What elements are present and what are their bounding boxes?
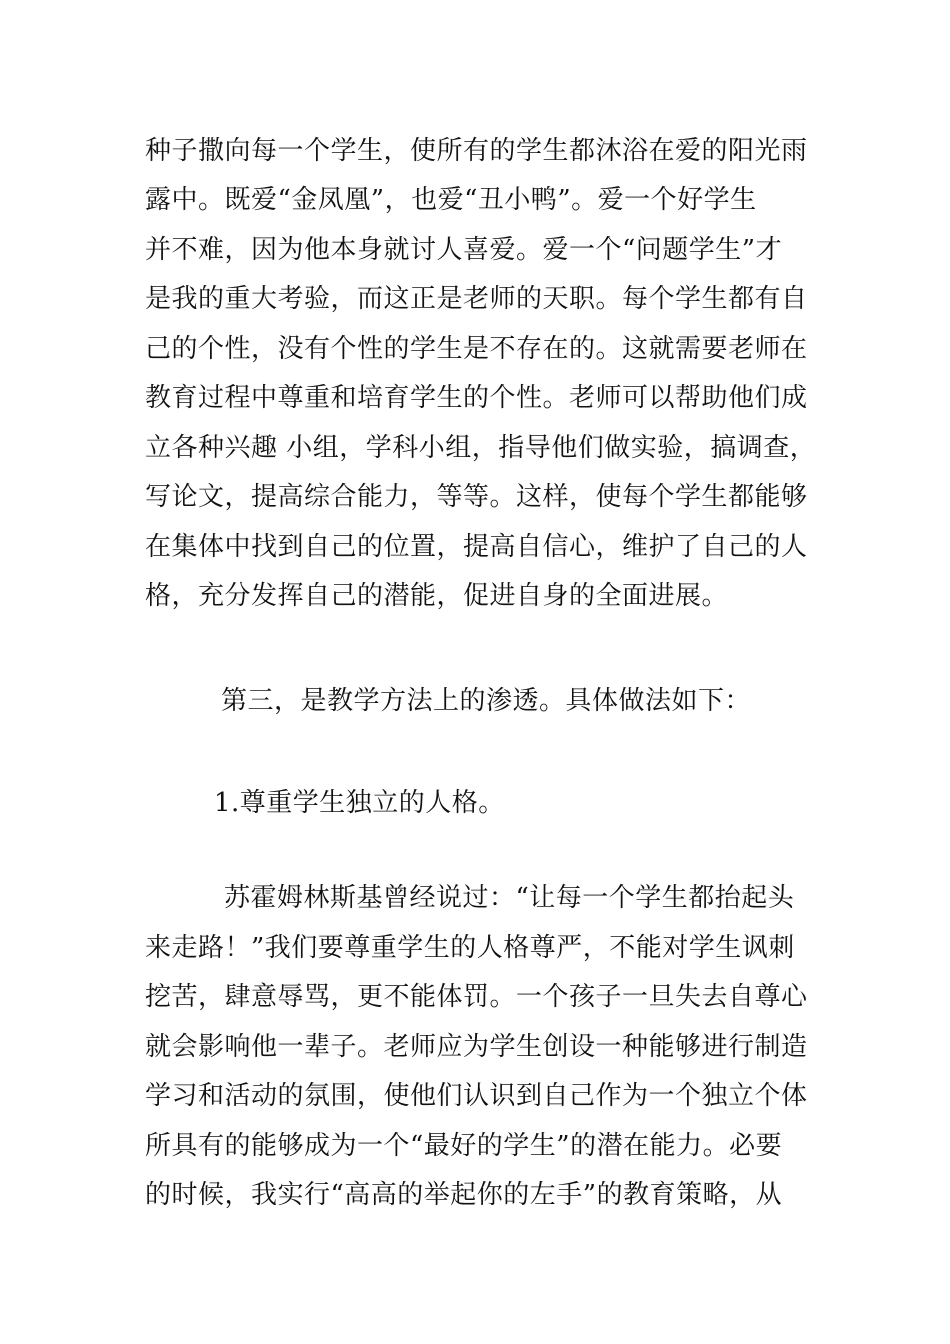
text-line: 立各种兴趣 小组，学科小组，指导他们做实验，搞调查， [145, 433, 817, 463]
text-line: 是我的重大考验，而这正是老师的天职。每个学生都有自 [145, 284, 808, 314]
text-line: 学习和活动的氛围，使他们认识到自己作为一个独立个体 [145, 1081, 808, 1111]
text-line: 教育过程中尊重和培育学生的个性。老师可以帮助他们成 [145, 383, 808, 413]
text-line: 在集体中找到自己的位置，提高自信心，维护了自己的人 [145, 532, 808, 562]
text-line: 来走路！”我们要尊重学生的人格尊严，不能对学生讽刺 [145, 933, 795, 963]
text-line: 并不难，因为他本身就讨人喜爱。爱一个“问题学生”才 [145, 235, 783, 265]
subsection-heading: 1.尊重学生独立的人格。 [214, 788, 505, 818]
text-line: 种子撒向每一个学生，使所有的学生都沐浴在爱的阳光雨 [145, 136, 808, 166]
text-line: 就会影响他一辈子。老师应为学生创设一种能够进行制造 [145, 1032, 808, 1062]
text-line: 苏霍姆林斯基曾经说过：“让每一个学生都抬起头 [224, 883, 795, 913]
text-line: 露中。既爱“金凤凰”，也爱“丑小鸭”。爱一个好学生 [145, 185, 757, 215]
section-heading: 第三，是教学方法上的渗透。具体做法如下： [221, 686, 752, 716]
text-line: 的时候，我实行“高高的举起你的左手”的教育策略，从 [145, 1180, 783, 1210]
text-line: 格，充分发挥自己的潜能，促进自身的全面进展。 [145, 581, 729, 611]
text-line: 己的个性，没有个性的学生是不存在的。这就需要老师在 [145, 334, 808, 364]
text-line: 所具有的能够成为一个“最好的学生”的潜在能力。必要 [145, 1131, 783, 1161]
text-line: 挖苦，肆意辱骂，更不能体罚。一个孩子一旦失去自尊心 [145, 982, 808, 1012]
text-line: 写论文，提高综合能力，等等。这样，使每个学生都能够 [145, 482, 808, 512]
